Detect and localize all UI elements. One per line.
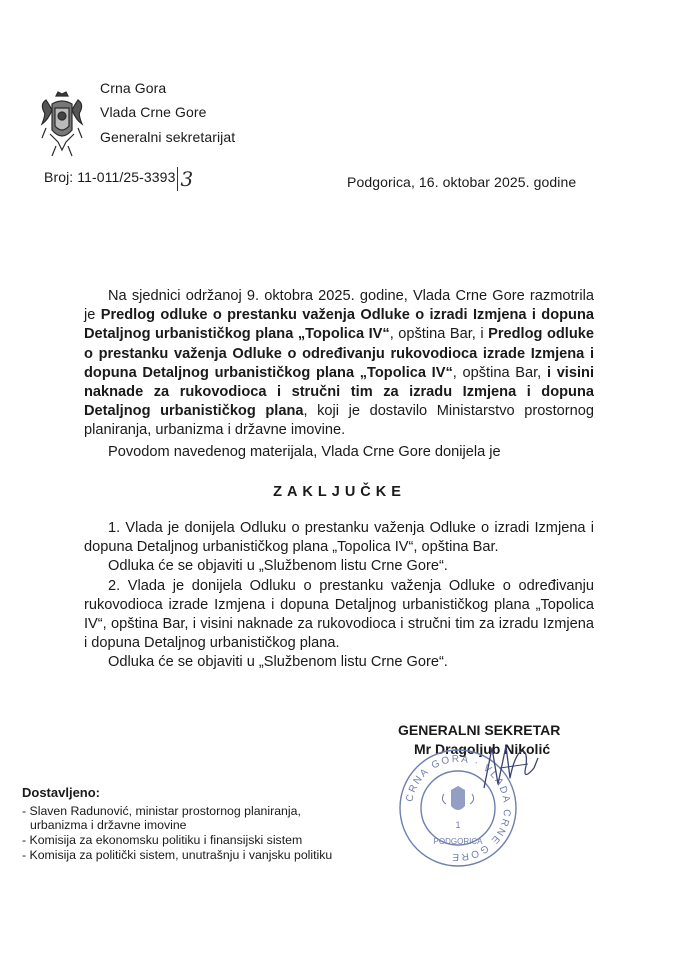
distribution-item: urbanizma i državne imovine [30,818,187,832]
handwritten-signature-icon [478,738,542,800]
reference-number [44,163,194,191]
intro-section [84,287,594,462]
stamp-number: 1 [455,820,461,830]
reference-text: Broj: 11-011/25-3393 [44,169,176,185]
handwritten-suffix: 3 [177,167,193,191]
proposal-1-title: Predlog odluke o prestanku važenja Odluke o izradi Izmjena i dopuna Detaljnog urbanističkog plana „Topolica IV“ [84,307,594,343]
stamp-ring-text: CRNA GORA · VLADA CRNE GORE [404,753,513,863]
proposal-2-title-cont: i visini naknade za rukovodioca i stručni tim za izradu Izmjena i dopuna Detaljnog urbanističkog plana [84,364,595,420]
conclusion-1-publish: Odluka će se objaviti u „Službenom listu Crne Gore“. [108,558,448,575]
intro-paragraph-2: Povodom navedenog materijala, Vlada Crne Gore donijela je [108,443,501,460]
distribution-item: - Komisija za politički sistem, unutrašnju i vanjsku politiku [22,848,333,862]
conclusion-1: 1. Vlada je donijela Odluku o prestanku važenja Odluke o izradi Izmjena i dopuna Detaljnog urbanističkog plana „Topolica IV“, opština Bar. [84,520,594,556]
conclusion-2: 2. Vlada je donijela Odluku o prestanku važenja Odluke o određivanju rukovodioca izrade Izmjena i dopuna Detaljnog urbanističkog plana „Topolica IV“, opština Bar, i visini naknade za rukovodioca i stručni tim za izradu Izmjena i dopuna Detaljnog urbanističkog plana. [84,577,594,652]
intro-text-b: , opština Bar, i [389,326,489,343]
conclusion-2-publish: Odluka će se objaviti u „Službenom listu Crne Gore“. [108,654,448,671]
document-title: ZAKLJUČKE [273,484,406,500]
stamp-city: PODGORICA [433,837,483,846]
intro-text-a: Na sjednici održanoj 9. oktobra 2025. godine, Vlada Crne Gore razmotrila je [84,288,594,324]
header-office: Generalni sekretarijat [100,129,236,145]
place-date: Podgorica, 16. oktobar 2025. godine [347,174,577,190]
intro-paragraph [84,287,594,441]
signer-role: GENERALNI SEKRETAR [398,722,561,738]
signer-name: Mr Dragoljub Nikolić [414,741,551,757]
proposal-2-title: Predlog odluke o prestanku važenja Odluke o određivanju rukovodioca izrade Izmjena i dopuna Detaljnog urbanističkog plana „Topolica IV“ [84,326,594,381]
distribution-heading: Dostavljeno: [22,785,101,800]
distribution-item: - Slaven Radunović, ministar prostornog planiranja, [22,804,301,818]
intro-text-d: , koji je dostavilo Ministarstvo prostornog planiranja, urbanizma i državne imovine. [84,403,594,439]
distribution-item: - Komisija za ekonomsku politiku i finansijski sistem [22,833,303,847]
header-country: Crna Gora [100,80,167,96]
intro-text-c: , opština Bar, [452,364,547,381]
header-government: Vlada Crne Gore [100,104,207,120]
coat-of-arms-icon [38,90,86,158]
conclusions-section [84,519,594,673]
